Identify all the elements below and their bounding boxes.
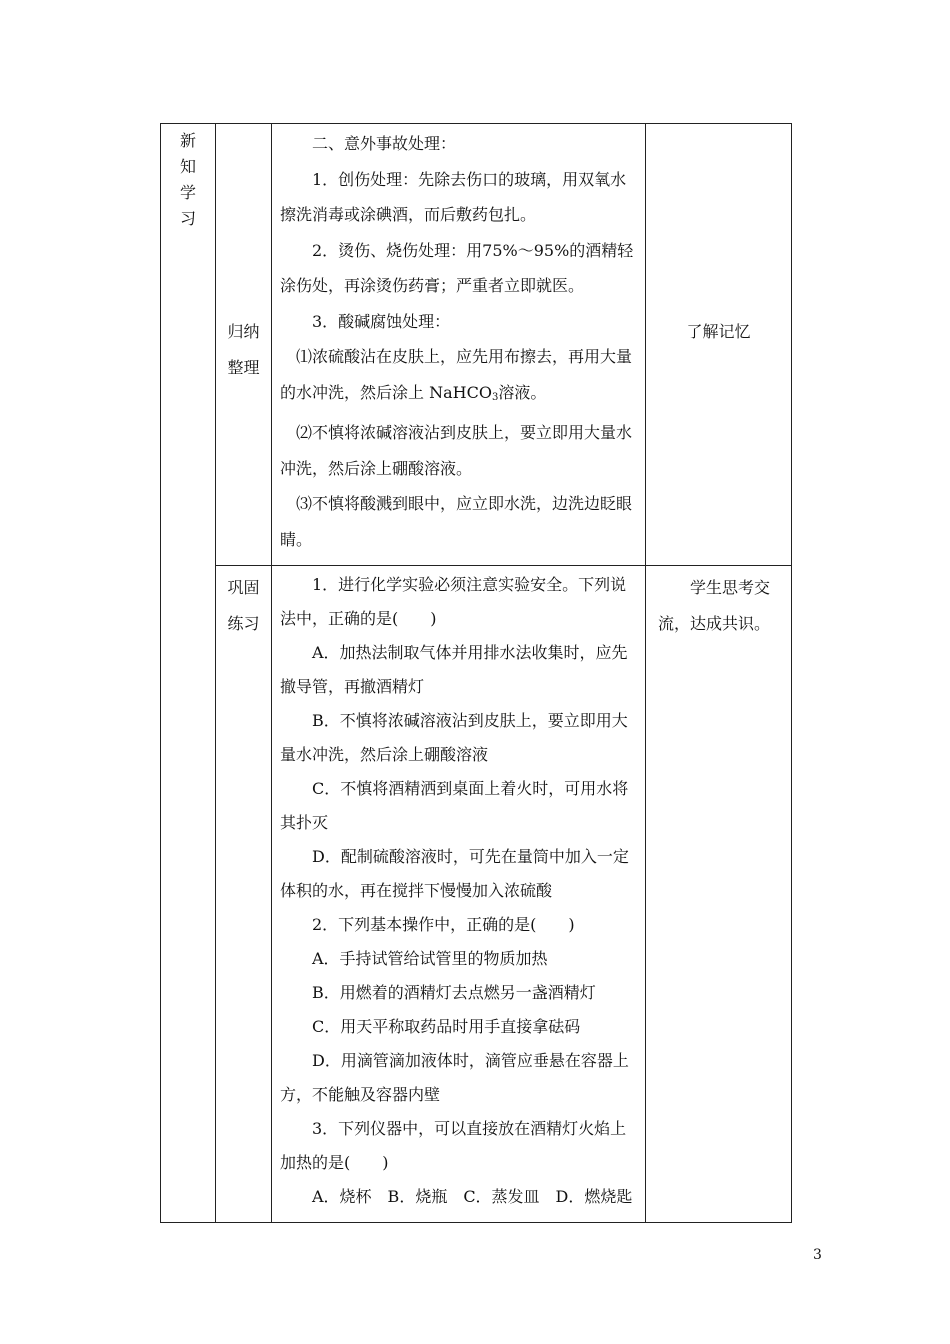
option-line: A．烧杯 B．烧瓶 C．蒸发皿 D．燃烧匙 — [312, 1187, 633, 1206]
option: B．不慎将浓碱溶液沾到皮肤上，要立即用大量水冲洗，然后涂上硼酸溶液 — [280, 711, 628, 764]
section-content-cell — [272, 124, 646, 566]
paragraph: ⑶不慎将酸溅到眼中，应立即水洗，边洗边眨眼睛。 — [280, 494, 633, 549]
paragraph: 2．烫伤、烧伤处理：用75%～95%的酒精轻涂伤处，再涂烫伤药膏；严重者立即就医。 — [280, 240, 634, 295]
option: C．不慎将酒精洒到桌面上着火时，可用水将其扑灭 — [280, 779, 629, 832]
section-label: 归纳 整理 — [227, 322, 260, 377]
question: 2．下列基本操作中，正确的是( ) — [312, 915, 575, 934]
lesson-table — [160, 123, 792, 1223]
section-content-cell — [272, 566, 646, 1223]
note-cell — [646, 124, 792, 566]
section-label: 巩固 练习 — [227, 578, 260, 633]
option: D．配制硫酸溶液时，可先在量筒中加入一定体积的水，再在搅拌下慢慢加入浓硫酸 — [280, 847, 629, 900]
summary-content — [272, 124, 645, 565]
paragraph: ⑴浓硫酸沾在皮肤上，应先用布擦去，再用大量的水冲洗，然后涂上 NaHCO$_3$溶液。 — [280, 347, 633, 403]
table-row — [161, 124, 792, 566]
section-label-cell — [216, 124, 272, 566]
paragraph: 1．创伤处理：先除去伤口的玻璃，用双氧水擦洗消毒或涂碘酒，而后敷药包扎。 — [280, 169, 627, 224]
question: 3．下列仪器中，可以直接放在酒精灯火焰上加热的是( ) — [280, 1119, 627, 1172]
section-title: 二、意外事故处理： — [312, 134, 457, 153]
stage-label-cell — [161, 124, 216, 1223]
option: D．用滴管滴加液体时，滴管应垂悬在容器上方，不能触及容器内壁 — [280, 1051, 629, 1104]
option: B．用燃着的酒精灯去点燃另一盏酒精灯 — [312, 983, 596, 1002]
question: 1．进行化学实验必须注意实验安全。下列说法中，正确的是( ) — [280, 575, 627, 628]
option: A．手持试管给试管里的物质加热 — [312, 949, 548, 968]
stage-label: 新 知 学 习 — [179, 131, 196, 228]
paragraph: ⑵不慎将浓碱溶液沾到皮肤上，要立即用大量水冲洗，然后涂上硼酸溶液。 — [280, 423, 633, 478]
option: A．加热法制取气体并用排水法收集时，应先撤导管，再撤酒精灯 — [280, 643, 628, 696]
option: C．用天平称取药品时用手直接拿砝码 — [312, 1017, 581, 1036]
table-row — [161, 566, 792, 1223]
student-note: 了解记忆 — [686, 322, 751, 341]
page-number: 3 — [813, 1247, 822, 1263]
exercise-content — [272, 566, 645, 1222]
section-label-cell — [216, 566, 272, 1223]
student-note: 学生思考交流，达成共识。 — [658, 578, 771, 633]
note-cell — [646, 566, 792, 1223]
paragraph: 3．酸碱腐蚀处理： — [312, 311, 451, 331]
